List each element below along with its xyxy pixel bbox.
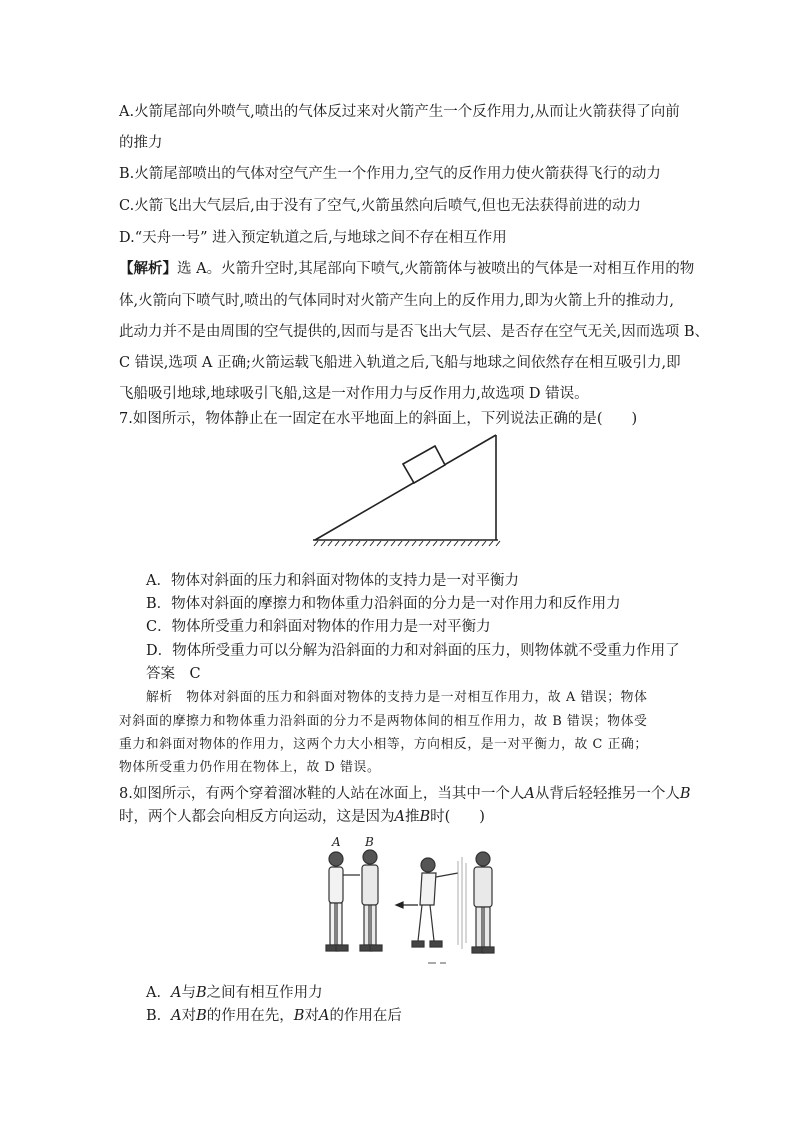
q6-option-d: D.“天舟一号” 进入预定轨道之后,与地球之间不存在相互作用 bbox=[119, 230, 507, 246]
q8-option-b bbox=[146, 1006, 402, 1026]
q8-opt-text: 与 bbox=[181, 985, 196, 1001]
q8-stem-line2 bbox=[119, 807, 485, 827]
person-a-icon bbox=[326, 852, 360, 951]
q8-var-b: B bbox=[195, 985, 207, 1001]
q8-opt-text: 的作用在后 bbox=[329, 1008, 402, 1024]
q7-option-a: A．物体对斜面的压力和斜面对物体的支持力是一对平衡力 bbox=[146, 573, 519, 589]
q6-analysis-line4: C 错误,选项 A 正确;火箭运载飞船进入轨道之后,飞船与地球之间依然存在相互吸引力,即 bbox=[119, 355, 681, 371]
q8-opt-text: 之间有相互作用力 bbox=[206, 985, 323, 1001]
q8-stem-text: 时，两个人都会向相反方向运动，这是因为 bbox=[119, 809, 395, 825]
q6-analysis-text1: 选 A。火箭升空时,其尾部向下喷气,火箭箭体与被喷出的气体是一对相互作用的物 bbox=[177, 261, 695, 277]
q6-option-b: B.火箭尾部喷出的气体对空气产生一个作用力,空气的反作用力使火箭获得飞行的动力 bbox=[119, 166, 661, 182]
q7-analysis-line1: 解析 物体对斜面的压力和斜面对物体的支持力是一对相互作用力，故 A 错误；物体 bbox=[146, 690, 648, 705]
q8-opt-text: B． bbox=[146, 1008, 172, 1024]
q8-var-a: A bbox=[318, 1008, 330, 1024]
q8-var-b: B bbox=[293, 1008, 305, 1024]
left-arrow-icon bbox=[396, 902, 418, 908]
figure-label-b: B bbox=[365, 835, 374, 849]
q7-answer: 答案 C bbox=[146, 666, 201, 682]
q6-option-a-line1: A.火箭尾部向外喷气,喷出的气体反过来对火箭产生一个反作用力,从而让火箭获得了向前 bbox=[119, 104, 680, 120]
q8-stem-line1 bbox=[119, 784, 690, 804]
person-b-moving-icon bbox=[472, 852, 494, 953]
q7-option-b: B．物体对斜面的摩擦力和物体重力沿斜面的分力是一对作用力和反作用力 bbox=[146, 596, 621, 612]
person-a-moving-icon bbox=[412, 858, 458, 947]
q8-stem-text: 时( ) bbox=[430, 809, 485, 825]
q8-stem-text: 从背后轻轻推另一个人 bbox=[534, 786, 680, 802]
skaters-figure bbox=[318, 833, 508, 973]
q6-option-c: C.火箭飞出大气层后,由于没有了空气,火箭虽然向后喷气,但也无法获得前进的动力 bbox=[119, 198, 642, 214]
q6-analysis-line1 bbox=[119, 259, 694, 279]
q6-option-a-line2: 的推力 bbox=[119, 135, 163, 151]
q8-var-b: B bbox=[196, 1008, 207, 1024]
q6-analysis-line5: 飞船吸引地球,地球吸引飞船,这是一对作用力与反作用力,故选项 D 错误。 bbox=[119, 386, 589, 402]
q8-opt-text: A． bbox=[146, 985, 171, 1001]
q7-analysis-line4: 物体所受重力仍作用在物体上，故 D 错误。 bbox=[119, 760, 381, 775]
q8-var-a: A bbox=[524, 786, 535, 802]
q8-opt-text: 对 bbox=[304, 1008, 319, 1024]
q7-option-c: C．物体所受重力和斜面对物体的作用力是一对平衡力 bbox=[146, 619, 491, 635]
q6-analysis-line3: 此动力并不是由周围的空气提供的,因而与是否飞出大气层、是否存在空气无关,因而选项 B、 bbox=[119, 324, 709, 340]
q7-analysis-line2: 对斜面的摩擦力和物体重力沿斜面的分力不是两物体间的相互作用力，故 B 错误；物体受 bbox=[119, 714, 648, 729]
person-b-icon bbox=[360, 850, 382, 951]
q8-stem-text: 8.如图所示，有两个穿着溜冰鞋的人站在冰面上，当其中一个人 bbox=[119, 786, 525, 802]
q6-analysis-tag: 【解析】 bbox=[119, 260, 177, 277]
q8-var-b: B bbox=[679, 786, 691, 802]
q8-option-a bbox=[146, 983, 323, 1003]
q6-analysis-line2: 体,火箭向下喷气时,喷出的气体同时对火箭产生向上的反作用力,即为火箭上升的推动力, bbox=[119, 293, 674, 309]
q7-analysis-line3: 重力和斜面对物体的作用力，这两个力大小相等，方向相反，是一对平衡力，故 C 正确； bbox=[119, 737, 648, 752]
q8-opt-text: 对 bbox=[181, 1008, 197, 1024]
q7-stem: 7.如图所示，物体静止在一固定在水平地面上的斜面上，下列说法正确的是( ) bbox=[119, 411, 638, 427]
q8-var-a: A bbox=[394, 809, 405, 825]
incline-figure bbox=[308, 432, 508, 552]
q8-opt-text: 的作用在先， bbox=[206, 1008, 294, 1024]
motion-lines bbox=[458, 857, 466, 949]
q8-var-a: A bbox=[170, 985, 182, 1001]
q8-var-b: B bbox=[419, 809, 431, 825]
q8-stem-text: 推 bbox=[404, 809, 420, 825]
figure-label-a: A bbox=[332, 835, 341, 849]
q7-option-d: D．物体所受重力可以分解为沿斜面的力和对斜面的压力，则物体就不受重力作用了 bbox=[146, 643, 680, 659]
q8-var-a: A bbox=[171, 1008, 182, 1024]
